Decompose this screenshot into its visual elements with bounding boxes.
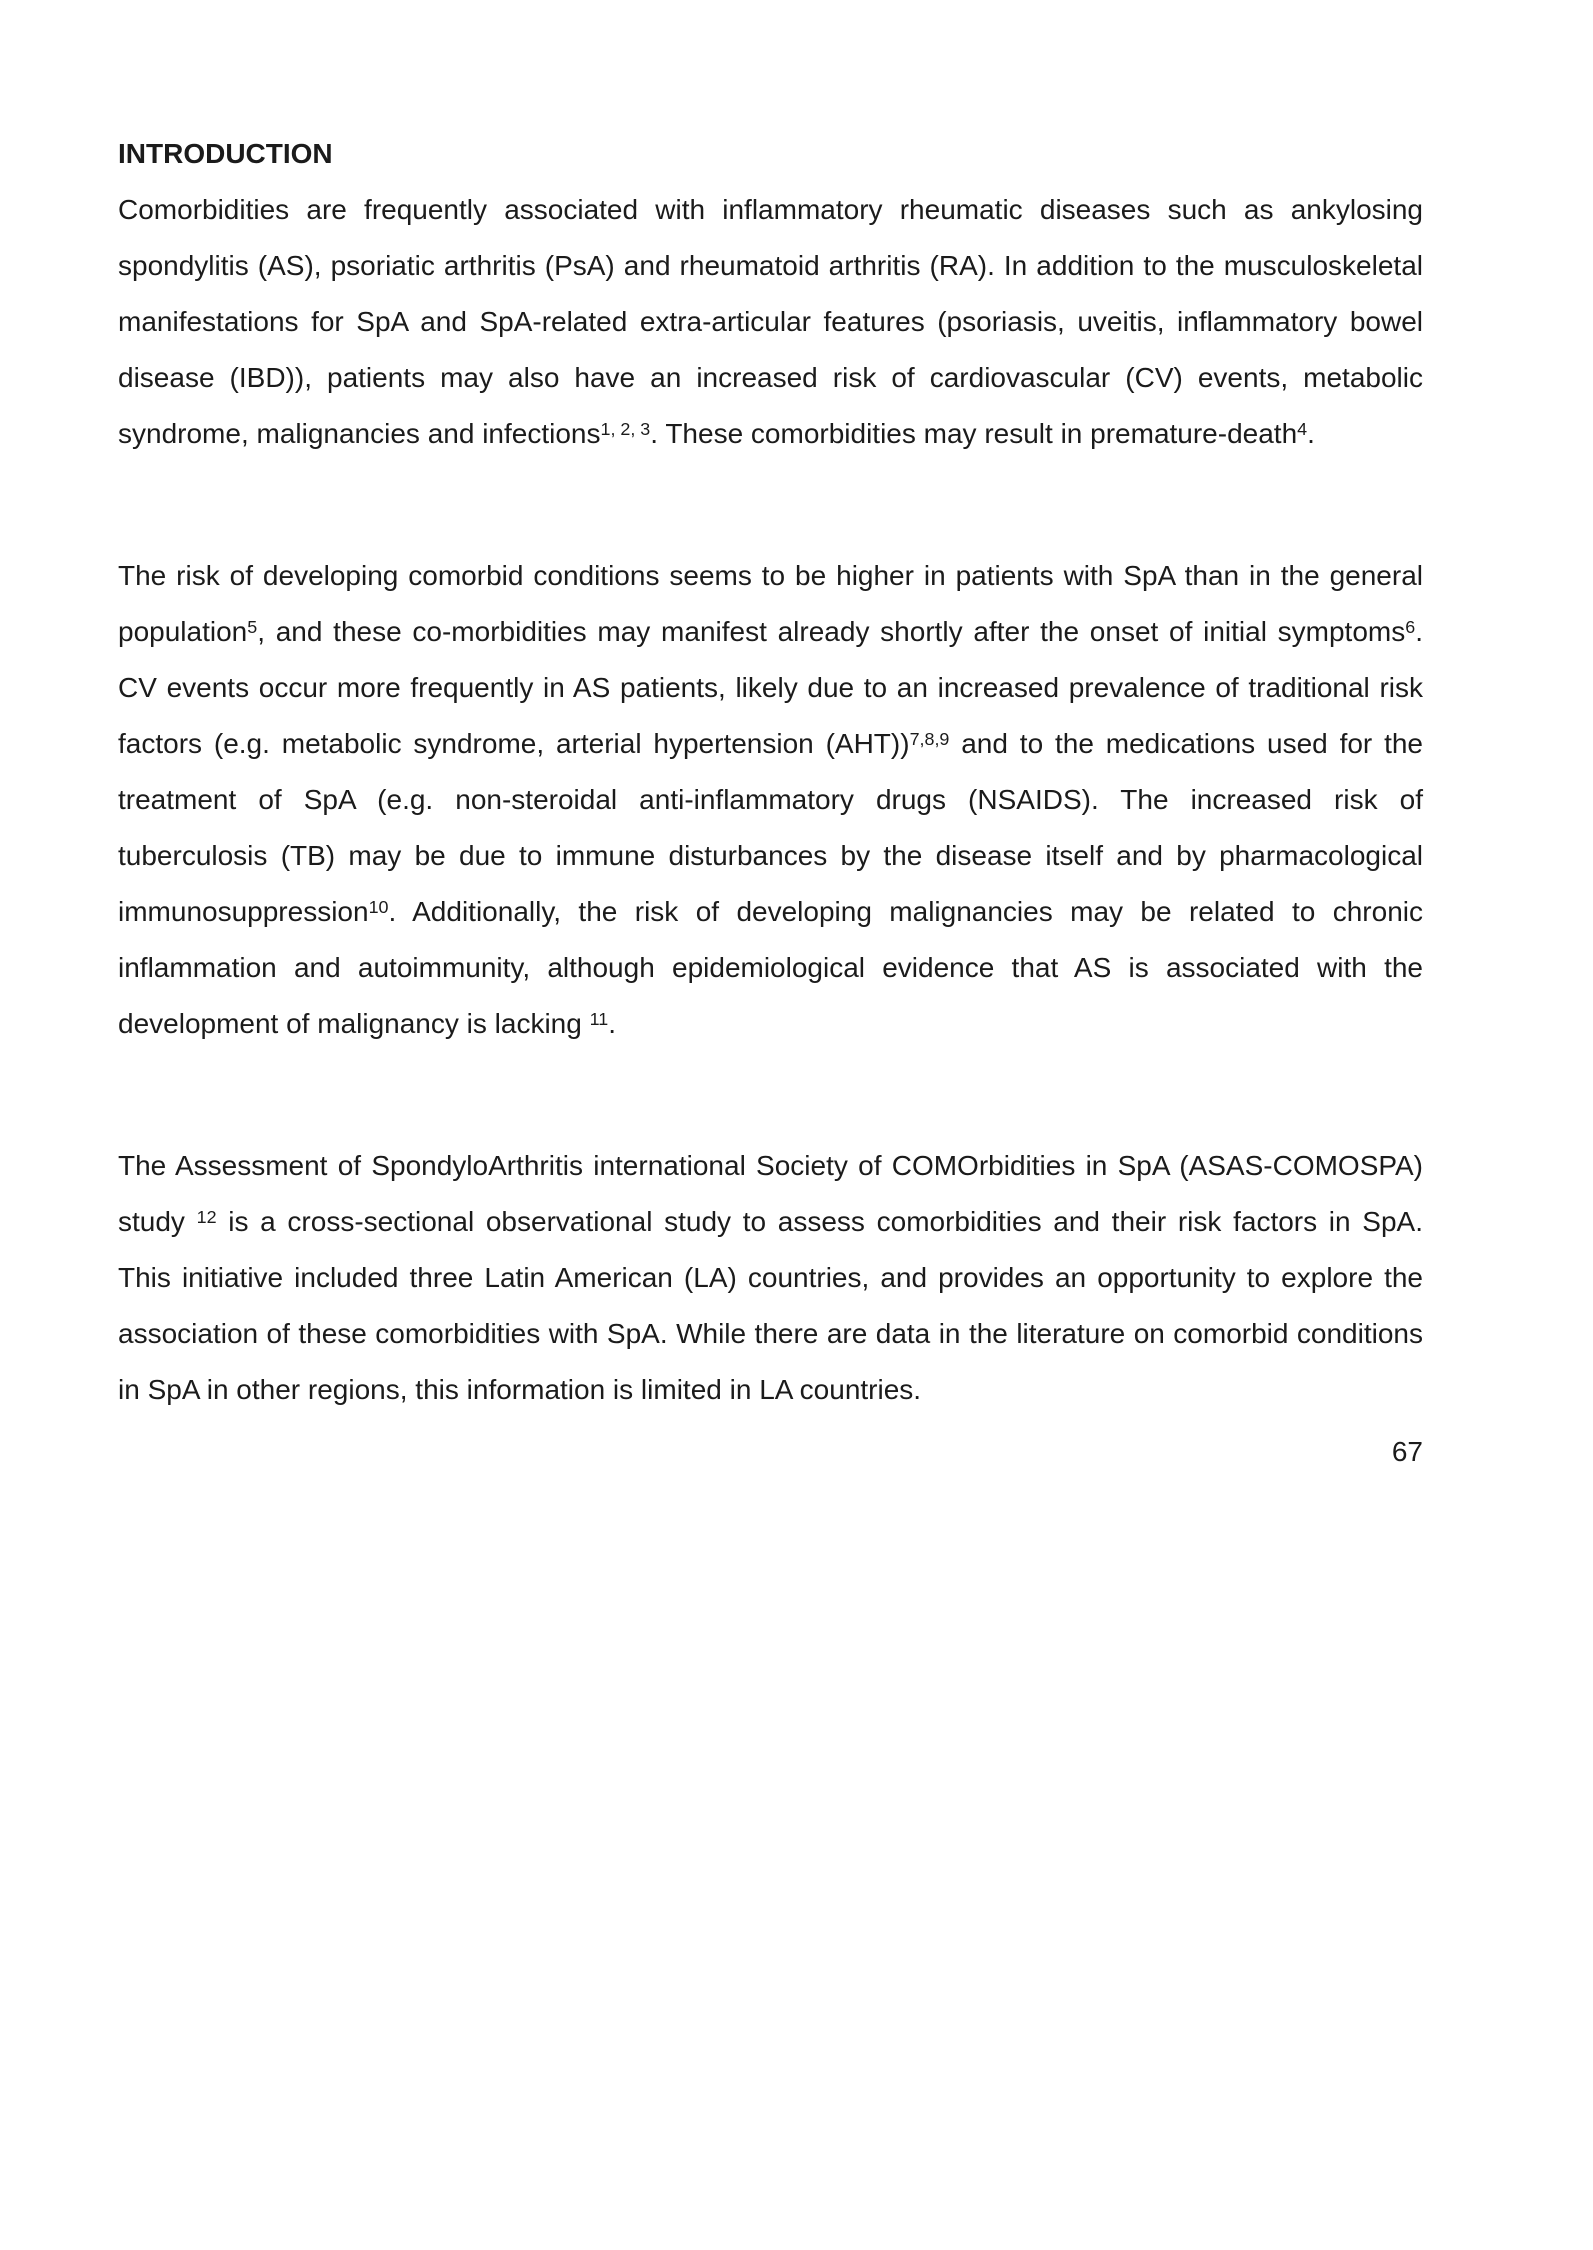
section-heading: INTRODUCTION	[118, 138, 333, 169]
text-run: and to the medications used for the treatment of SpA (e.g. non-steroidal anti-inflammatory drugs (NSAIDS). The increased risk of tuberculosis (TB) may be due to immune disturbances by the disease itself and by pharmacological immunosuppression	[118, 728, 1424, 927]
text-run: is a cross-sectional observational study to assess comorbidities and their risk factors in SpA. This initiative included three Latin American (LA) countries, and provides an opportunity to explore the association of these comorbidities with SpA. While there are data in the literature on comorbid conditions in SpA in other regions, this information is limited in LA countries.	[118, 1206, 1424, 1405]
text-run: . CV events occur more frequently in AS patients, likely due to an increased prevalence of traditional risk factors (e.g. metabolic syndrome, arterial hypertension (AHT))	[118, 616, 1423, 759]
page-number: 67	[1391, 1436, 1423, 1467]
reference-superscript: 10	[368, 896, 389, 917]
reference-superscript: 5	[247, 616, 258, 637]
paragraph	[118, 182, 1423, 462]
text-run: , and these co-morbidities may manifest already shortly after the onset of initial symptoms	[257, 616, 1406, 647]
text-run: . These comorbidities may result in premature-death	[650, 418, 1298, 449]
paragraph	[118, 548, 1423, 1052]
paragraph	[118, 1138, 1423, 1418]
reference-superscript: 11	[589, 1008, 609, 1029]
reference-superscript: 1, 2, 3	[600, 418, 651, 439]
text-run: . Additionally, the risk of developing malignancies may be related to chronic inflammation and autoimmunity, although epidemiological evidence that AS is associated with the development of malignancy is lacking	[118, 896, 1423, 1039]
text-run: .	[1307, 418, 1315, 449]
text-run: .	[608, 1008, 616, 1039]
text-run: Comorbidities are frequently associated with inflammatory rheumatic diseases such as ankylosing spondylitis (AS), psoriatic arthritis (PsA) and rheumatoid arthritis (RA). In addition to the musculoskeletal manifestations for SpA and SpA-related extra-articular features (psoriasis, uveitis, inflammatory bowel disease (IBD)), patients may also have an increased risk of cardiovascular (CV) events, metabolic syndrome, malignancies and infections	[118, 194, 1423, 449]
reference-superscript: 12	[196, 1206, 217, 1227]
reference-superscript: 7,8,9	[909, 728, 950, 749]
reference-superscript: 6	[1405, 616, 1416, 637]
text-run: The risk of developing comorbid conditions seems to be higher in patients with SpA than in the general population	[118, 560, 1423, 647]
body-text	[118, 182, 1423, 1418]
reference-superscript: 4	[1297, 418, 1308, 439]
text-run: The Assessment of SpondyloArthritis international Society of COMOrbidities in SpA (ASAS-COMOSPA) study	[118, 1150, 1423, 1237]
